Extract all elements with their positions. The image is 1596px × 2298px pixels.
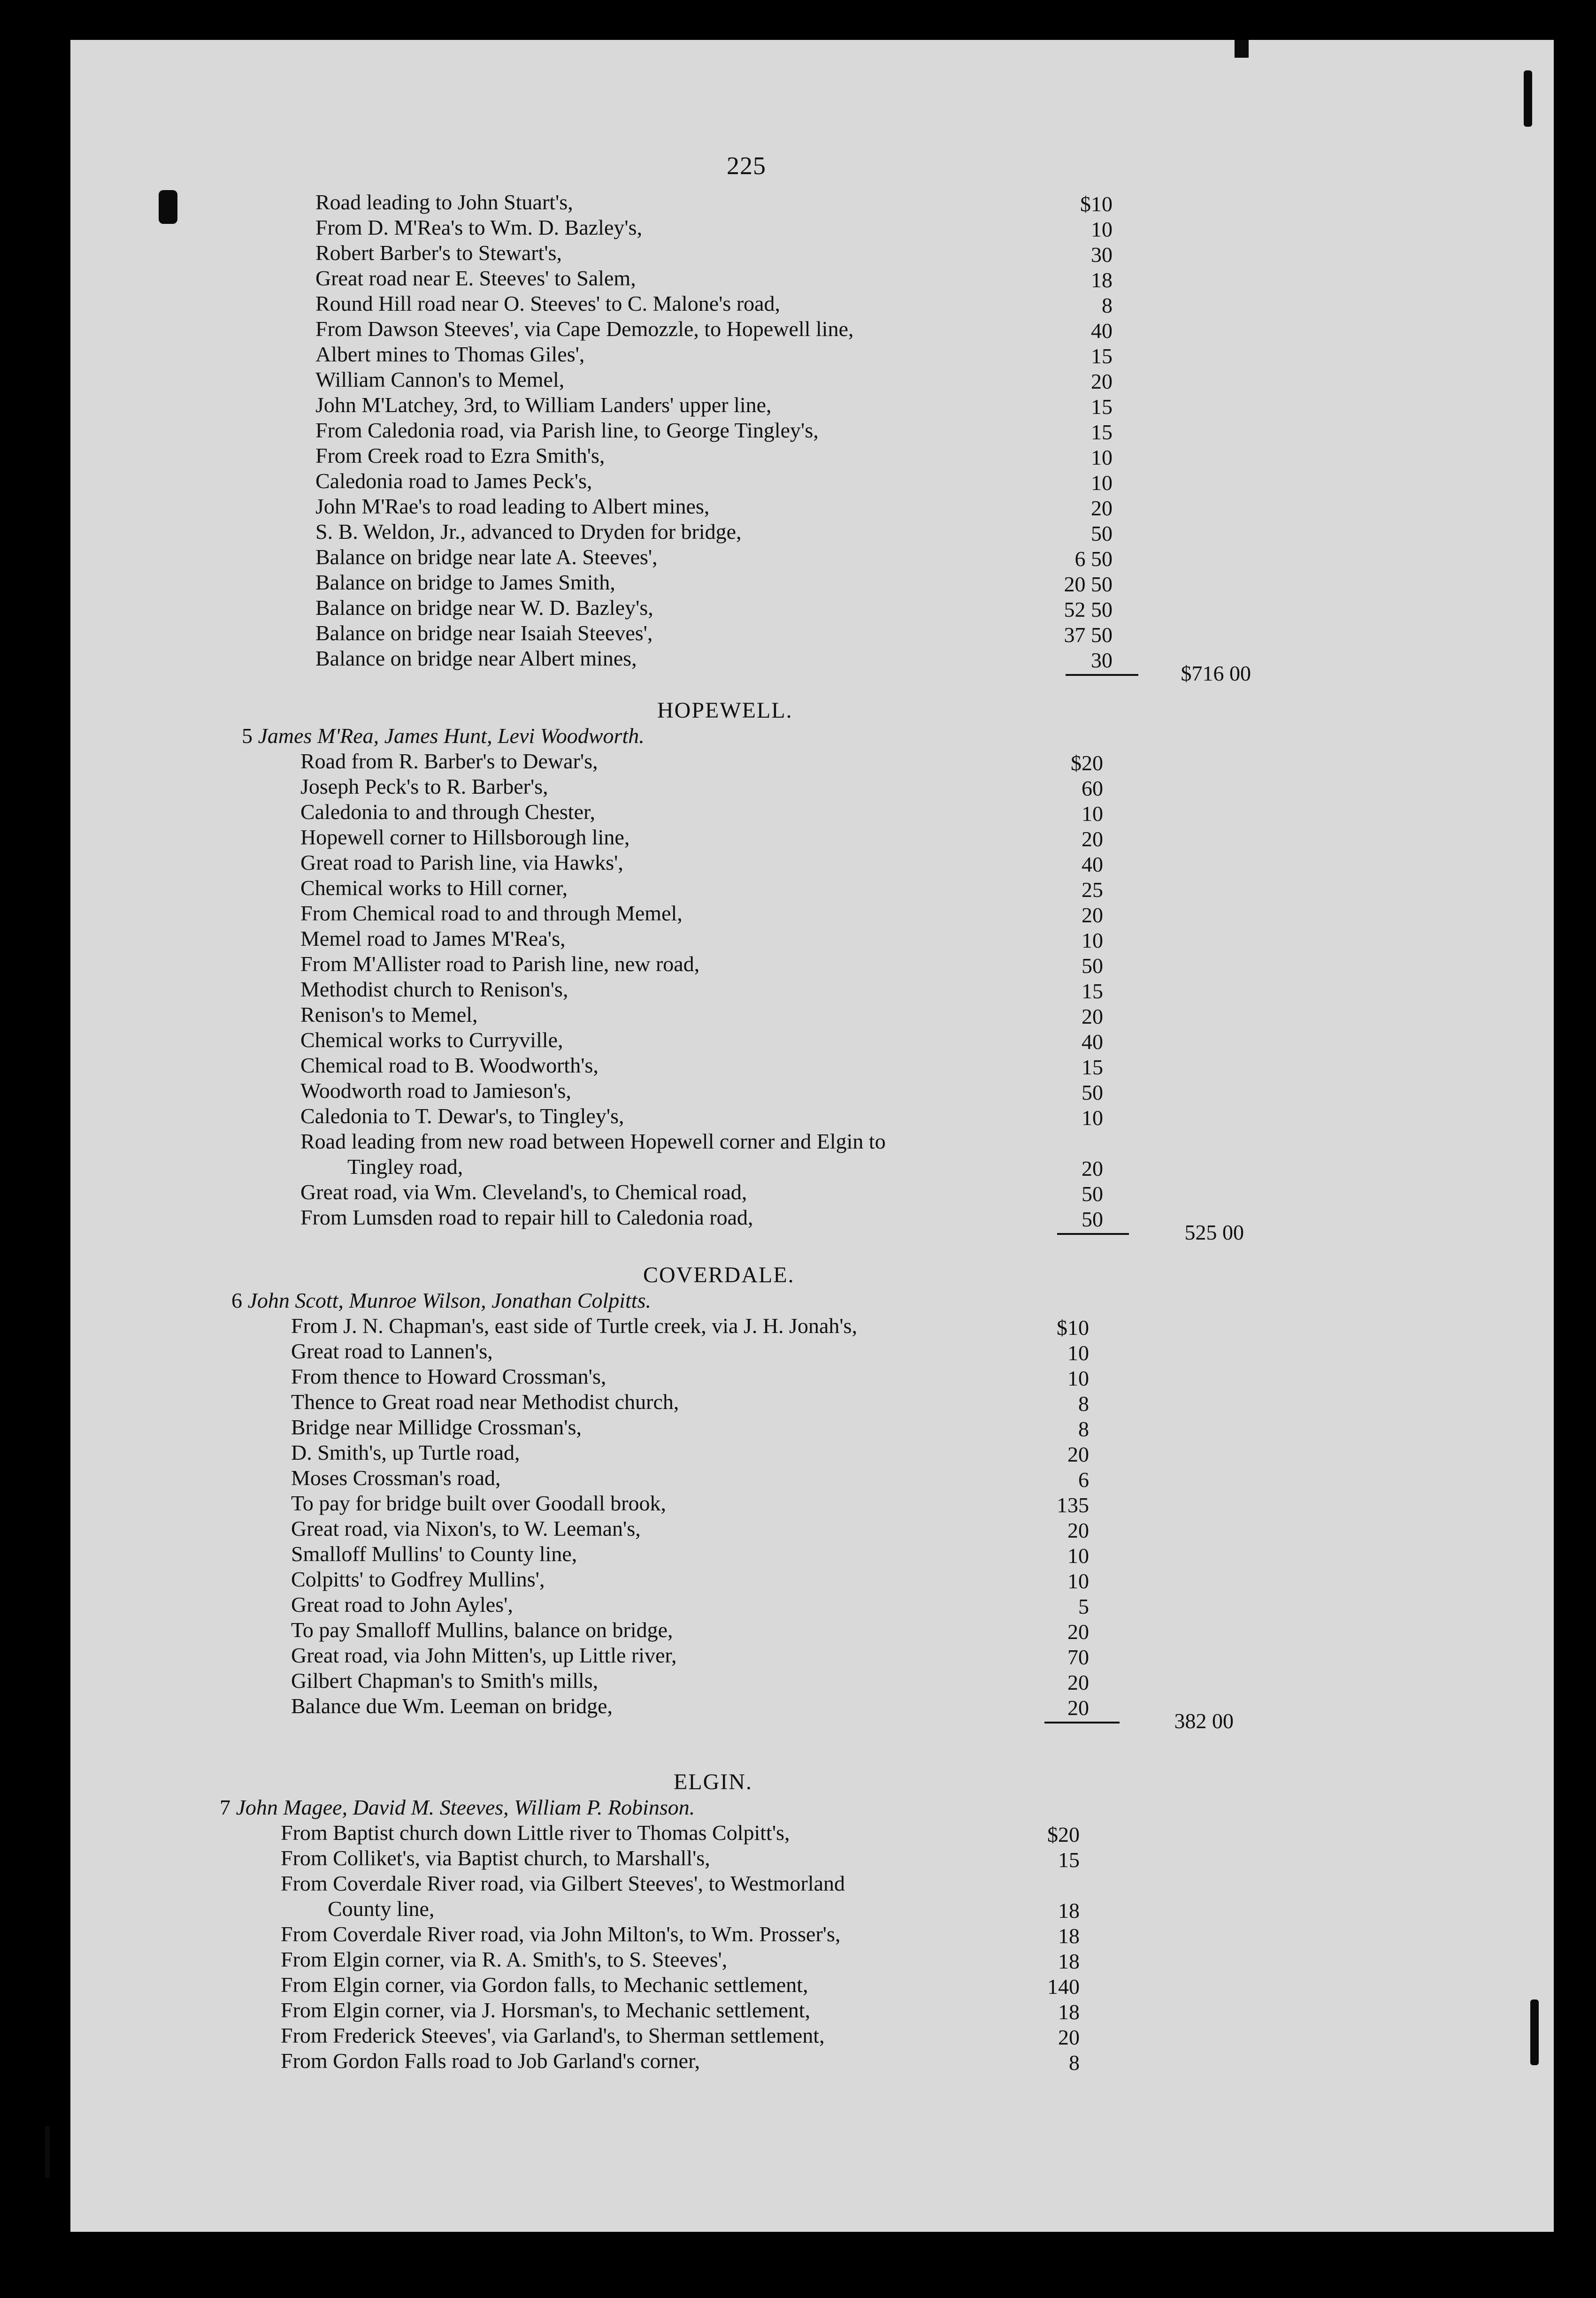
appropriation-item: Road leading to John Stuart's, (315, 190, 573, 214)
appropriation-item: D. Smith's, up Turtle road, (291, 1440, 520, 1464)
appropriation-item: From Coverdale River road, via Gilbert Steeves', to Westmorland (281, 1871, 845, 1895)
section-heading: HOPEWELL. (657, 698, 793, 723)
item-amount: 10 (1067, 1341, 1089, 1365)
item-amount: 8 (1102, 293, 1113, 317)
item-amount: 140 (1047, 1975, 1080, 1999)
item-amount: 20 (1067, 1518, 1089, 1542)
item-amount: 18 (1058, 2000, 1080, 2024)
appropriation-item: Joseph Peck's to R. Barber's, (300, 774, 548, 798)
appropriation-item: Great road to Parish line, via Hawks', (300, 850, 623, 874)
item-amount: 8 (1069, 2051, 1080, 2075)
item-amount: 135 (1057, 1493, 1089, 1517)
appropriation-item: From Chemical road to and through Memel, (300, 901, 683, 925)
appropriation-item: From Lumsden road to repair hill to Caledonia road, (300, 1205, 753, 1229)
item-amount: 20 (1091, 369, 1113, 393)
appropriation-item: From Elgin corner, via J. Horsman's, to Mechanic settlement, (281, 1998, 811, 2022)
appropriation-item: County line, (328, 1897, 435, 1921)
item-amount: 18 (1091, 268, 1113, 292)
item-amount: 10 (1082, 1106, 1103, 1130)
appropriation-item: Bridge near Millidge Crossman's, (291, 1415, 582, 1439)
item-amount: 20 (1082, 1157, 1103, 1180)
appropriation-item: From thence to Howard Crossman's, (291, 1364, 606, 1388)
appropriation-item: Hopewell corner to Hillsborough line, (300, 825, 630, 849)
appropriation-item: From Coverdale River road, via John Milton's, to Wm. Prosser's, (281, 1922, 841, 1946)
appropriation-item: Round Hill road near O. Steeves' to C. Malone's road, (315, 291, 781, 315)
item-amount: $10 (1057, 1316, 1089, 1340)
appropriation-item: Balance due Wm. Leeman on bridge, (291, 1694, 613, 1718)
appropriation-item: Great road near E. Steeves' to Salem, (315, 266, 636, 290)
appropriation-item: From Creek road to Ezra Smith's, (315, 444, 605, 467)
commissioners-line (220, 1795, 695, 1820)
item-amount: 8 (1078, 1392, 1089, 1416)
item-amount: 6 50 (1074, 547, 1113, 571)
item-amount: $20 (1071, 751, 1103, 775)
item-amount: 20 (1058, 2025, 1080, 2049)
item-amount: 15 (1082, 1055, 1103, 1079)
item-amount: 10 (1067, 1544, 1089, 1568)
commissioners-line (242, 723, 645, 749)
appropriation-item: From Colliket's, via Baptist church, to Marshall's, (281, 1846, 710, 1870)
item-amount: 10 (1091, 471, 1113, 495)
commissioner-names: John Scott, Munroe Wilson, Jonathan Colpitts. (247, 1288, 651, 1312)
appropriation-item: Great road, via John Mitten's, up Little river, (291, 1643, 677, 1667)
item-amount: 37 50 (1064, 623, 1113, 647)
appropriation-item: To pay Smalloff Mullins, balance on bridge, (291, 1618, 673, 1642)
appropriation-item: John M'Latchey, 3rd, to William Landers' upper line, (315, 393, 772, 417)
appropriation-item: Great road, via Wm. Cleveland's, to Chemical road, (300, 1180, 747, 1204)
appropriation-item: John M'Rae's to road leading to Albert mines, (315, 494, 710, 518)
item-amount: 8 (1078, 1417, 1089, 1441)
item-amount: 40 (1082, 852, 1103, 876)
item-amount: 10 (1082, 802, 1103, 826)
item-amount: 20 (1082, 1004, 1103, 1028)
item-amount: 15 (1091, 420, 1113, 444)
item-amount: 20 (1067, 1442, 1089, 1466)
page-number: 225 (727, 152, 766, 180)
appropriation-item: Balance on bridge near late A. Steeves', (315, 545, 658, 569)
item-amount: 20 (1067, 1620, 1089, 1644)
item-amount: 30 (1091, 243, 1113, 267)
section-heading: COVERDALE. (643, 1263, 795, 1287)
appropriation-item: Great road to Lannen's, (291, 1339, 493, 1363)
appropriation-item: Caledonia to and through Chester, (300, 800, 595, 824)
item-amount: 10 (1082, 928, 1103, 952)
item-amount: 20 (1067, 1696, 1089, 1720)
item-amount: 40 (1091, 319, 1113, 343)
commission-number: 6 (231, 1288, 248, 1312)
appropriation-item: Colpitts' to Godfrey Mullins', (291, 1567, 545, 1591)
appropriation-item: From Baptist church down Little river to Thomas Colpitt's, (281, 1821, 790, 1845)
appropriation-item: Balance on bridge near Isaiah Steeves', (315, 621, 653, 645)
appropriation-item: S. B. Weldon, Jr., advanced to Dryden for bridge, (315, 520, 742, 544)
section-total: $716 00 (1181, 661, 1251, 685)
item-amount: $20 (1047, 1823, 1080, 1846)
item-amount: 6 (1078, 1468, 1089, 1492)
appropriation-item: From J. N. Chapman's, east side of Turtle creek, via J. H. Jonah's, (291, 1314, 858, 1338)
appropriation-item: Chemical works to Hill corner, (300, 876, 568, 900)
appropriation-item: Great road to John Ayles', (291, 1593, 513, 1616)
appropriation-item: Methodist church to Renison's, (300, 977, 568, 1001)
item-amount: 5 (1078, 1594, 1089, 1618)
item-amount: 15 (1091, 344, 1113, 368)
item-amount: 50 (1082, 1182, 1103, 1206)
appropriation-item: From Caledonia road, via Parish line, to George Tingley's, (315, 418, 819, 442)
item-amount: 30 (1091, 648, 1113, 672)
section-total: 382 00 (1174, 1709, 1234, 1733)
appropriation-item: Road leading from new road between Hopewell corner and Elgin to (300, 1129, 886, 1153)
item-amount: 10 (1091, 217, 1113, 241)
item-amount: 15 (1058, 1848, 1080, 1872)
appropriation-item: Balance on bridge near W. D. Bazley's, (315, 596, 653, 620)
item-amount: 50 (1082, 954, 1103, 978)
appropriation-item: Woodworth road to Jamieson's, (300, 1079, 571, 1103)
item-amount: 18 (1058, 1949, 1080, 1973)
appropriation-item: Great road, via Nixon's, to W. Leeman's, (291, 1517, 641, 1540)
appropriation-item: Renison's to Memel, (300, 1003, 478, 1026)
appropriation-item: From Gordon Falls road to Job Garland's corner, (281, 2049, 700, 2073)
appropriation-item: Gilbert Chapman's to Smith's mills, (291, 1669, 598, 1693)
section-total: 525 00 (1184, 1220, 1244, 1244)
item-amount: 20 (1067, 1670, 1089, 1694)
appropriation-item: From M'Allister road to Parish line, new road, (300, 952, 700, 976)
appropriation-item: Albert mines to Thomas Giles', (315, 342, 585, 366)
appropriation-item: From Elgin corner, via Gordon falls, to Mechanic settlement, (281, 1973, 808, 1997)
item-amount: 50 (1082, 1207, 1103, 1231)
appropriation-item: Balance on bridge to James Smith, (315, 570, 615, 594)
item-amount: 15 (1091, 395, 1113, 419)
item-amount: $10 (1080, 192, 1113, 216)
item-amount: 18 (1058, 1899, 1080, 1923)
item-amount: 10 (1067, 1569, 1089, 1593)
appropriation-item: Caledonia road to James Peck's, (315, 469, 592, 493)
section-heading: ELGIN. (674, 1769, 752, 1794)
appropriation-item: From Frederick Steeves', via Garland's, to Sherman settlement, (281, 2023, 825, 2047)
item-amount: 25 (1082, 878, 1103, 902)
appropriation-item: Robert Barber's to Stewart's, (315, 241, 562, 265)
appropriation-item: Balance on bridge near Albert mines, (315, 646, 637, 670)
appropriation-item: William Cannon's to Memel, (315, 368, 565, 391)
item-amount: 10 (1067, 1366, 1089, 1390)
appropriation-item: From Elgin corner, via R. A. Smith's, to S. Steeves', (281, 1947, 728, 1971)
appropriation-item: Chemical works to Curryville, (300, 1028, 563, 1052)
item-amount: 10 (1091, 445, 1113, 469)
item-amount: 50 (1091, 521, 1113, 545)
item-amount: 52 50 (1064, 597, 1113, 621)
appropriation-item: From Dawson Steeves', via Cape Demozzle, to Hopewell line, (315, 317, 854, 341)
commissioner-names: John Magee, David M. Steeves, William P. Robinson. (236, 1795, 695, 1819)
appropriation-item: From D. M'Rea's to Wm. D. Bazley's, (315, 215, 643, 239)
item-amount: 70 (1067, 1645, 1089, 1669)
appropriation-item: Tingley road, (347, 1155, 463, 1179)
item-amount: 15 (1082, 979, 1103, 1003)
appropriation-item: Smalloff Mullins' to County line, (291, 1542, 577, 1566)
appropriation-item: Chemical road to B. Woodworth's, (300, 1053, 598, 1077)
commission-number: 7 (220, 1795, 236, 1819)
commission-number: 5 (242, 724, 258, 748)
appropriation-item: Caledonia to T. Dewar's, to Tingley's, (300, 1104, 624, 1128)
item-amount: 20 50 (1064, 572, 1113, 596)
appropriation-item: To pay for bridge built over Goodall brook, (291, 1491, 667, 1515)
appropriation-item: Moses Crossman's road, (291, 1466, 501, 1490)
appropriation-item: Road from R. Barber's to Dewar's, (300, 749, 598, 773)
commissioner-names: James M'Rea, James Hunt, Levi Woodworth. (258, 724, 645, 748)
appropriation-item: Thence to Great road near Methodist church, (291, 1390, 679, 1414)
appropriation-item: Memel road to James M'Rea's, (300, 927, 566, 950)
item-amount: 50 (1082, 1080, 1103, 1104)
commissioners-line (231, 1288, 651, 1313)
item-amount: 20 (1091, 496, 1113, 520)
item-amount: 60 (1082, 776, 1103, 800)
item-amount: 18 (1058, 1924, 1080, 1948)
item-amount: 20 (1082, 827, 1103, 851)
item-amount: 20 (1082, 903, 1103, 927)
item-amount: 40 (1082, 1030, 1103, 1054)
